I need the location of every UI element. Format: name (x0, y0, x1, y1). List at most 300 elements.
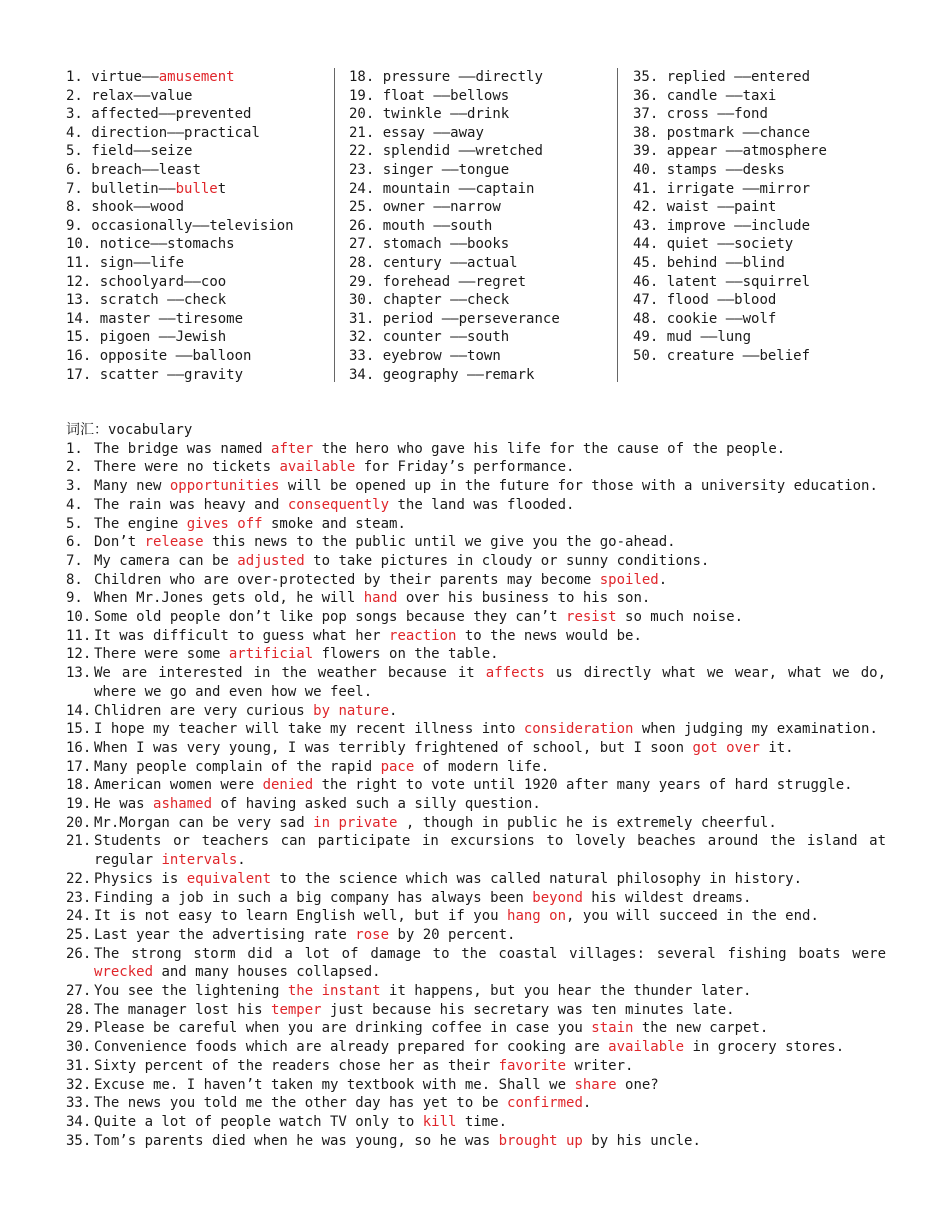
sentence-text (94, 1019, 886, 1038)
sentence-before: Chlidren are very curious (94, 702, 314, 719)
sentence-number: 34. (66, 1114, 92, 1130)
sentence-before: The rain was heavy and (94, 496, 288, 513)
sentence-text (94, 926, 886, 945)
pair-number: 28. (349, 254, 375, 271)
word-pair (633, 328, 893, 347)
word-pair (66, 273, 334, 292)
column-divider (334, 68, 335, 382)
sentence-before: The news you told me the other day has yet to be (94, 1095, 508, 1112)
word-pair (349, 180, 617, 199)
pair-word-b: tongue (458, 161, 510, 178)
sentence-text (94, 627, 886, 646)
pair-word-a: virtue (91, 69, 142, 85)
pair-word-a: splendid (382, 143, 459, 160)
pair-number: 6. (66, 161, 83, 178)
sentence-before: Mr.Morgan can be very sad (94, 814, 314, 831)
pair-word-a: postmark (666, 124, 743, 141)
pair-word-b: seize (150, 143, 193, 160)
answer-highlight: available (608, 1039, 685, 1056)
pair-word-a: notice (99, 236, 151, 253)
sentence-before: It is not easy to learn English well, but if you (94, 908, 508, 925)
pair-word-a: counter (382, 329, 451, 346)
sentence-text (94, 1113, 886, 1132)
word-pair (66, 291, 334, 310)
sentence-text (94, 1094, 886, 1113)
sentence-before: The manager lost his (94, 1001, 272, 1018)
sentence-text (94, 720, 886, 739)
answer-highlight: in private (313, 814, 398, 831)
pair-dash: —— (725, 310, 743, 327)
vocabulary-sentence (66, 1057, 886, 1076)
pair-word-b: away (450, 124, 484, 141)
word-pair (633, 105, 893, 124)
pair-number: 22. (349, 143, 375, 160)
pair-dash: —— (167, 292, 185, 309)
sentence-text (94, 776, 886, 795)
pair-dash: —— (717, 236, 735, 253)
pair-word-b: television (209, 217, 294, 234)
pair-word-b: captain (475, 180, 535, 197)
sentence-before: The bridge was named (94, 440, 272, 457)
sentence-text (94, 1038, 886, 1057)
answer-highlight: opportunities (169, 478, 280, 495)
pair-number: 30. (349, 292, 375, 309)
answer-highlight: ashamed (153, 796, 213, 813)
sentence-number: 24. (66, 908, 92, 925)
pair-word-b: bellows (450, 87, 510, 104)
pair-number: 32. (349, 329, 375, 346)
sentence-before: He was (94, 796, 154, 813)
word-pairs-column-1 (66, 68, 334, 384)
sentence-number: 27. (66, 983, 92, 1000)
pair-number: 20. (349, 106, 375, 123)
sentence-number: 5. (66, 515, 83, 532)
pair-word-a: geography (382, 366, 468, 383)
sentence-text (94, 870, 886, 889)
pair-number: 42. (633, 199, 659, 216)
pair-word-b: stomachs (167, 236, 235, 253)
pair-dash: —— (725, 161, 743, 178)
vocabulary-sentence (66, 720, 886, 739)
sentence-number: 6. (66, 534, 83, 551)
word-pair (349, 217, 617, 236)
sentence-text (94, 702, 886, 721)
pair-dash: —— (742, 347, 760, 364)
pair-dash: —— (450, 329, 468, 346)
vocabulary-sentence (66, 982, 886, 1001)
sentence-text (94, 440, 886, 459)
pair-dash: —— (433, 124, 451, 141)
answer-highlight: the instant (287, 983, 381, 1000)
pair-dash: —— (458, 69, 476, 85)
pair-number: 10. (66, 236, 92, 253)
pair-number: 21. (349, 124, 375, 141)
answer-highlight: hang on (507, 908, 567, 925)
pair-dash: —— (158, 180, 176, 197)
vocabulary-sentence (66, 496, 886, 515)
answer-highlight: release (144, 534, 204, 551)
pair-dash: —— (150, 236, 168, 253)
word-pair (633, 235, 893, 254)
sentence-before: Tom’s parents died when he was young, so he was (94, 1132, 499, 1149)
vocabulary-sentence-list (66, 440, 886, 1151)
word-pair (349, 198, 617, 217)
sentence-before: When Mr.Jones gets old, he will (94, 590, 364, 607)
pair-word-b: wolf (742, 310, 777, 327)
pair-dash: —— (717, 292, 735, 309)
pair-word-a: sign (99, 254, 134, 271)
pair-number: 15. (66, 329, 92, 346)
word-pair (66, 198, 334, 217)
pair-word-b: Jewish (175, 329, 227, 346)
sentence-after: . (389, 702, 398, 719)
sentence-after: when judging my examination. (633, 721, 878, 738)
pair-dash: —— (450, 236, 468, 253)
pair-word-a: irrigate (666, 180, 743, 197)
word-pair (66, 68, 334, 87)
pair-word-a: century (382, 254, 451, 271)
word-pairs-section (66, 68, 886, 388)
sentence-number: 35. (66, 1132, 92, 1149)
pair-word-a: stomach (382, 236, 451, 253)
answer-highlight: by nature (313, 702, 390, 719)
sentence-number: 3. (66, 478, 83, 495)
sentence-after: to the science which was called natural philosophy in history. (271, 870, 803, 887)
pair-number: 44. (633, 236, 659, 253)
answer-highlight: got over (692, 739, 760, 756)
sentence-before: Finding a job in such a big company has always been (94, 889, 533, 906)
pair-dash: —— (734, 217, 752, 234)
pair-dash: —— (458, 180, 476, 197)
sentence-after: to take pictures in cloudy or sunny conditions. (304, 552, 710, 569)
pair-dash: —— (717, 106, 735, 123)
sentence-number: 4. (66, 496, 83, 513)
answer-highlight: consequently (287, 496, 390, 513)
vocabulary-sentence (66, 776, 886, 795)
pair-number: 8. (66, 199, 83, 216)
sentence-number: 14. (66, 702, 92, 719)
pair-dash: —— (441, 161, 459, 178)
sentence-before: Many people complain of the rapid (94, 758, 381, 775)
sentence-number: 26. (66, 945, 92, 962)
vocabulary-sentence (66, 1113, 886, 1132)
answer-highlight: beyond (532, 889, 583, 906)
pair-word-a: field (91, 143, 134, 160)
pair-number: 26. (349, 217, 375, 234)
sentence-number: 2. (66, 459, 83, 476)
vocabulary-sentence (66, 758, 886, 777)
pair-dash: —— (133, 254, 151, 271)
pair-number: 46. (633, 273, 659, 290)
vocabulary-sentence (66, 627, 886, 646)
sentence-after: . (658, 571, 668, 588)
pair-word-b: fond (734, 106, 768, 123)
sentence-text (94, 664, 886, 701)
sentence-number: 17. (66, 758, 92, 775)
pair-dash: —— (133, 199, 151, 216)
pair-word-b: prevented (175, 106, 252, 123)
pair-word-b: drink (467, 106, 510, 123)
word-pair (349, 87, 617, 106)
answer-highlight: adjusted (237, 552, 305, 569)
word-pairs-column-3 (633, 68, 893, 366)
sentence-text (94, 1001, 886, 1020)
pair-word-b: regret (475, 273, 527, 290)
pair-word-a: mud (666, 329, 701, 346)
pair-dash: —— (433, 217, 451, 234)
pair-number: 34. (349, 366, 375, 383)
word-pair (66, 366, 334, 385)
vocabulary-sentence (66, 1019, 886, 1038)
answer-highlight: resist (566, 609, 617, 626)
sentence-after: will be opened up in the future for those with a university education. (279, 478, 878, 495)
pair-dash: —— (742, 124, 760, 141)
vocabulary-sentence (66, 608, 886, 627)
pair-word-a: affected (91, 106, 159, 123)
pair-word-b: life (150, 254, 185, 271)
sentence-after: and many houses collapsed. (153, 964, 381, 981)
sentence-number: 8. (66, 571, 83, 588)
answer-highlight: available (279, 459, 356, 476)
word-pair (633, 180, 893, 199)
sentence-before: Physics is (94, 870, 187, 887)
pair-word-b: blind (742, 254, 785, 271)
vocabulary-sentence (66, 458, 886, 477)
sentence-before: Last year the advertising rate (94, 926, 356, 943)
pair-dash: —— (441, 310, 459, 327)
pair-number: 37. (633, 106, 659, 123)
sentence-before: My camera can be (94, 552, 238, 569)
pair-dash: —— (192, 217, 210, 234)
pair-word-a: scatter (99, 366, 168, 383)
answer-highlight: intervals (161, 852, 238, 869)
pair-word-a: twinkle (382, 106, 451, 123)
pair-word-b: books (467, 236, 510, 253)
pair-number: 47. (633, 292, 659, 309)
pair-dash: —— (433, 87, 451, 104)
vocabulary-sentence (66, 1038, 886, 1057)
pair-word-b-highlight: bulle (175, 180, 218, 197)
sentence-after: for Friday’s performance. (355, 459, 575, 476)
word-pair (633, 87, 893, 106)
vocabulary-sentence (66, 870, 886, 889)
pair-dash: —— (725, 87, 743, 104)
pair-word-b: atmosphere (742, 143, 827, 160)
pair-number: 2. (66, 87, 83, 104)
sentence-after: in grocery stores. (684, 1039, 845, 1056)
pair-number: 31. (349, 310, 375, 327)
vocabulary-sentence (66, 552, 886, 571)
answer-highlight: after (271, 440, 314, 457)
pair-dash: —— (133, 143, 151, 160)
pair-word-a: replied (666, 69, 735, 85)
sentence-before: Some old people don’t like pop songs because they can’t (94, 609, 567, 626)
pair-word-b: belief (759, 347, 811, 364)
sentence-number: 7. (66, 552, 83, 569)
sentence-text (94, 814, 886, 833)
sentence-number: 31. (66, 1057, 92, 1074)
word-pair (349, 235, 617, 254)
word-pair (633, 291, 893, 310)
pair-word-b: balloon (192, 347, 252, 364)
vocabulary-sentence (66, 795, 886, 814)
word-pair (633, 142, 893, 161)
sentence-text (94, 458, 886, 477)
vocabulary-sentence (66, 907, 886, 926)
pair-number: 25. (349, 199, 375, 216)
pair-word-a: breach (91, 161, 142, 178)
sentence-before: There were some (94, 646, 229, 663)
pair-word-a: mouth (382, 217, 434, 234)
word-pair (349, 291, 617, 310)
sentence-after: of modern life. (414, 758, 550, 775)
answer-highlight: temper (271, 1001, 322, 1018)
pair-word-a: improve (666, 217, 735, 234)
pair-word-b: wretched (475, 143, 543, 160)
sentence-after: smoke and steam. (262, 515, 406, 532)
sentence-number: 29. (66, 1020, 92, 1037)
vocabulary-sentence (66, 702, 886, 721)
sentence-number: 20. (66, 814, 92, 831)
word-pair (633, 310, 893, 329)
pair-word-a: direction (91, 124, 168, 141)
sentence-number: 28. (66, 1001, 92, 1018)
word-pair (66, 254, 334, 273)
word-pair (349, 273, 617, 292)
word-pair (349, 310, 617, 329)
word-pairs-column-2 (349, 68, 617, 384)
sentence-before: There were no tickets (94, 459, 280, 476)
pair-word-b: amusement (158, 69, 235, 85)
pair-word-b: entered (751, 69, 811, 85)
pair-word-b: practical (184, 124, 260, 141)
sentence-after: the right to vote until 1920 after many years of hard struggle. (313, 777, 853, 794)
sentence-text (94, 1076, 886, 1095)
pair-number: 14. (66, 310, 92, 327)
sentence-before: Sixty percent of the readers chose her as their (94, 1057, 499, 1074)
sentence-text (94, 477, 886, 496)
vocabulary-sentence (66, 832, 886, 869)
answer-highlight: pace (380, 758, 415, 775)
sentence-after: it happens, but you hear the thunder later. (380, 983, 752, 1000)
pair-dash: —— (450, 106, 468, 123)
sentence-text (94, 589, 886, 608)
sentence-text (94, 1057, 886, 1076)
column-divider (617, 68, 618, 382)
vocabulary-sentence (66, 1094, 886, 1113)
pair-dash: —— (458, 273, 476, 290)
sentence-after: to the news would be. (456, 627, 642, 644)
pair-dash: —— (450, 292, 468, 309)
answer-highlight: denied (262, 777, 314, 794)
answer-highlight: confirmed (507, 1095, 583, 1112)
pair-word-b-tail: t (217, 180, 227, 197)
sentence-text (94, 608, 886, 627)
answer-highlight: equivalent (186, 870, 272, 887)
pair-word-b: tiresome (175, 310, 244, 327)
sentence-after: , you will succeed in the end. (566, 908, 819, 925)
pair-number: 38. (633, 124, 659, 141)
sentence-number: 33. (66, 1095, 92, 1112)
pair-word-b: south (450, 217, 493, 234)
vocabulary-sentence (66, 477, 886, 496)
pair-dash: —— (458, 143, 476, 160)
pair-word-a: pigoen (99, 329, 159, 346)
pair-dash: —— (184, 273, 201, 290)
vocabulary-sentence (66, 440, 886, 459)
pair-number: 43. (633, 217, 659, 234)
sentence-before: Many new (94, 478, 170, 495)
pair-word-b: town (467, 347, 501, 364)
pair-word-a: quiet (666, 236, 718, 253)
word-pair (349, 105, 617, 124)
pair-number: 41. (633, 180, 659, 197)
pair-word-a: cross (666, 106, 718, 123)
sentence-text (94, 758, 886, 777)
pair-word-b: include (751, 217, 811, 234)
pair-word-a: pressure (382, 69, 459, 85)
sentence-after: , though in public he is extremely cheerful. (397, 814, 777, 831)
pair-word-a: candle (666, 87, 726, 104)
sentence-before: Please be careful when you are drinking coffee in case you (94, 1020, 592, 1037)
word-pair (349, 142, 617, 161)
sentence-after: just because his secretary was ten minutes late. (321, 1001, 735, 1018)
pair-word-b: mirror (759, 180, 811, 197)
pair-word-a: stamps (666, 161, 726, 178)
vocabulary-title: 词汇：vocabulary (66, 422, 193, 438)
pair-word-a: flood (666, 292, 718, 309)
sentence-before: It was difficult to guess what her (94, 627, 390, 644)
sentence-text (94, 1132, 886, 1151)
sentence-number: 10. (66, 609, 92, 626)
pair-dash: —— (725, 143, 743, 160)
word-pair (633, 254, 893, 273)
answer-highlight: affects (485, 665, 545, 682)
word-pair (349, 68, 617, 87)
pair-number: 29. (349, 273, 375, 290)
pair-dash: —— (450, 347, 468, 364)
sentence-text (94, 515, 886, 534)
pair-number: 4. (66, 124, 83, 141)
sentence-number: 25. (66, 926, 92, 943)
pair-word-b: remark (483, 366, 535, 383)
sentence-before: Don’t (94, 534, 145, 551)
pair-word-b: check (184, 292, 227, 309)
word-pair (66, 105, 334, 124)
sentence-before: The strong storm did a lot of damage to the coastal villages: several fishing boats were (94, 945, 886, 962)
sentence-after: the hero who gave his life for the cause of the people. (313, 440, 786, 457)
pair-word-a: float (382, 87, 434, 104)
pair-word-b: desks (742, 161, 785, 178)
sentence-after: of having asked such a silly question. (212, 796, 541, 813)
pair-dash: —— (175, 347, 193, 364)
pair-number: 40. (633, 161, 659, 178)
pair-number: 13. (66, 292, 92, 309)
pair-number: 9. (66, 217, 83, 234)
word-pair (349, 347, 617, 366)
vocabulary-section (66, 421, 886, 1150)
sentence-text (94, 533, 886, 552)
answer-highlight: consideration (523, 721, 634, 738)
word-pair (633, 217, 893, 236)
answer-highlight: share (574, 1076, 617, 1093)
pair-dash: —— (450, 254, 468, 271)
pair-dash: —— (158, 310, 176, 327)
vocabulary-sentence (66, 926, 886, 945)
pair-word-a: eyebrow (382, 347, 451, 364)
sentence-before: You see the lightening (94, 983, 288, 1000)
pair-word-b: value (150, 87, 193, 104)
